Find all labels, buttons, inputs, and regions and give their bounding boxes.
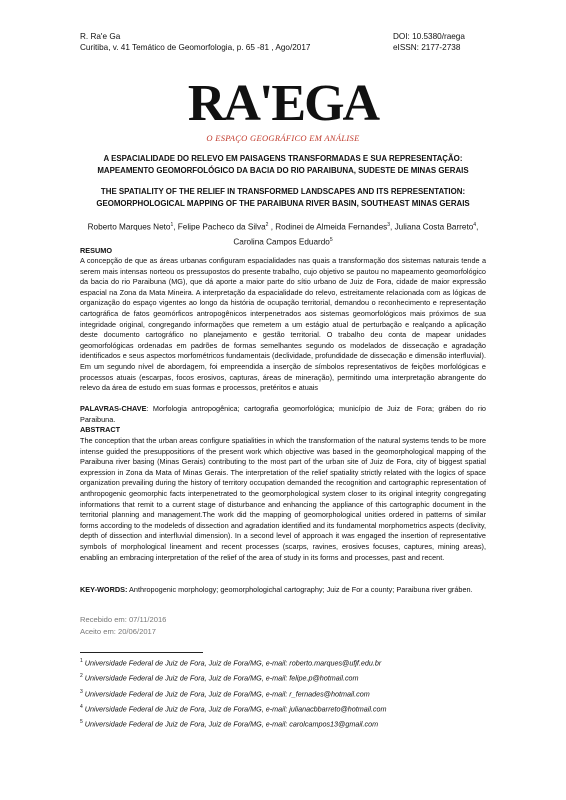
identifier-header: [393, 31, 465, 53]
eissn: eISSN: 2177-2738: [393, 43, 461, 52]
keywords-text: Anthropogenic morphology; geomorphologichal cartography; Juiz de For a county; Paraibuna river gráben.: [127, 585, 473, 594]
keywords-label: KEY-WORDS:: [80, 585, 128, 594]
title-english: THE SPATIALITY OF THE RELIEF IN TRANSFORMED LANDSCAPES AND ITS REPRESENTATION: GEOMORPHOLOGICAL MAPPING OF THE PARAIBUNA RIVER BASIN, SOUTHEAST MINAS GERAIS: [96, 187, 470, 208]
footnote: [80, 716, 500, 731]
footnote-number: 5: [80, 719, 83, 726]
footnote: [80, 670, 500, 685]
footnote-text: Universidade Federal de Juiz de Fora, Juiz de Fora/MG, e-mail: roberto.marques@ufjf.edu.br: [84, 658, 382, 668]
author-sup: 3: [387, 222, 390, 228]
journal-name: R. Ra'e Ga: [80, 32, 121, 41]
journal-header: [80, 31, 310, 53]
author-sup: 1: [170, 222, 174, 228]
doi: DOI: 10.5380/raega: [393, 32, 465, 41]
logo-subtitle: O ESPAÇO GEOGRÁFICO EM ANÁLISE: [206, 133, 360, 143]
accepted-date: Aceito em: 20/06/2017: [80, 627, 156, 636]
abstract-text: The conception that the urban areas configure spatialities in which the transformation of the natural systems tends to be more intense guided the presuppositions of the present work which objective was based in the geomorphological mapping of the Paraibuna river basing (Minas Gerais) contributing to the most part of the urban site of Juiz de Fora, city of biggest spatial expression in Zona da Mata of Minas Gerais. The interpretation of the relief spatiality strictly related with the logics of space organization prevailing during the history of territory occupation demanded the recognition and cartographic representation of anthropogenic geomorphic facts interpenetrated to the geomorphological system closer to its original integrity congregating informations that remit to a current stage of disturbance and enhancing the appliance of this cartographic document in the territorial planning and management.The work did the mapping of geomorphological unities ordered in patterns of similar forms according to the modeleds of dissection and agradation identified and its fundamental morphometrics aspects (declivity, depth of dissection and interfluvial dimension). In a second level of approach it was engaged the insertion of representative symbols of morphological lineament and recent processes (scarps, ravines, erosives focuses, captures, mining areas), enabling an embracing interpretation of the relief of the area of study in its forms and processes, past and recent.: [80, 436, 486, 562]
author-sup: 4: [473, 222, 477, 228]
footnote: [80, 686, 500, 701]
journal-issue: Curitiba, v. 41 Temático de Geomorfologia, p. 65 -81 , Ago/2017: [80, 43, 311, 52]
resumo-text: A concepção de que as áreas urbanas configuram espacialidades nas quais a transformação dos sistemas naturais tende a serem mais intensas norteou os pressupostos do presente trabalho, cujo objetivo se pautou no mapeamento geomorfológico da bacia do rio Paraibuna (MG), que dá aporte a maior parte do sítio urbano de Juiz de Fora, cidade de maior expressão espacial na Zona da Mata Mineira. A interpretação da espacialidade do relevo, estreitamente relacionada com as lógicas de organização do espaço vigentes ao longo da história de ocupação territorial, demandou o reconhecimento e representação cartográfica de fatos geomórficos antropogênicos interpenetrados aos sistemas geomorfológicos mais próximos de sua integridade original, congregando informações que remetem a um estágio atual de perturbação e realçando a aplicação deste documento cartográfico no planejamento e gestão territorial. O trabalho deu conta de mapear unidades geomorfológicas ordenadas em padrões de formas semelhantes segundo os modelados de dissecação e agradação identificados e seus aspectos morfométricos fundamentais (declividade, profundidade de dissecação e dimensão interfluvial). Em um segundo nível de abordagem, foi empreendida a inserção de símbolos representativos de feições morfológicas e processos atuais (escarpas, focos erosivos, capturas, áreas de mineração), permitindo uma interpretação abrangente do relevo da área de estudo em suas formas e processos, pretéritos e atuais: [80, 256, 486, 393]
footnote-divider: [80, 652, 203, 653]
author-list: Roberto Marques Neto$^1$, Felipe Pacheco da Silva$^2$ , Rodinei de Almeida Fernandes$^3$, Juliana Costa Barreto$^4$, Carolina Campos Eduardo$^5$: [87, 222, 479, 247]
abstract-keywords: [80, 585, 486, 596]
footnote: [80, 655, 500, 670]
footnote-number: 4: [80, 703, 83, 710]
keywords-text: : Morfologia antropogênica; cartografia geomorfológica; município de Juiz de Fora; gráben do rio Paraibuna.: [80, 404, 486, 424]
footnotes: [80, 655, 500, 731]
footnote-number: 2: [80, 673, 83, 680]
footnote-number: 3: [80, 688, 83, 695]
author: Felipe Pacheco da Silva: [177, 222, 266, 232]
footnote-text: Universidade Federal de Juiz de Fora, Juiz de Fora/MG, e-mail: julianacbbarreto@hotmail.com: [84, 704, 387, 714]
logo-wordmark: RA'EGA: [187, 75, 379, 132]
footnote-text: Universidade Federal de Juiz de Fora, Juiz de Fora/MG, e-mail: felipe.p@hotmail.com: [84, 673, 359, 683]
footnote-number: 1: [80, 658, 83, 664]
footnote-text: Universidade Federal de Juiz de Fora, Juiz de Fora/MG, e-mail: carolcampos13@gmail.com: [84, 719, 379, 729]
received-date: Recebido em: 07/11/2016: [80, 615, 167, 624]
resumo-keywords: [80, 404, 486, 425]
title-portuguese: A ESPACIALIDADE DO RELEVO EM PAISAGENS TRANSFORMADAS E SUA REPRESENTAÇÃO: MAPEAMENTO GEOMORFOLÓGICO DA BACIA DO RIO PARAIBUNA, SUDESTE DE MINAS GERAIS: [97, 154, 469, 175]
author-sup: 2: [265, 222, 269, 228]
footnote-text: Universidade Federal de Juiz de Fora, Juiz de Fora/MG, e-mail: r_fernades@hotmail.com: [84, 688, 370, 698]
author: Carolina Campos Eduardo: [233, 237, 330, 247]
author-sup: 5: [329, 236, 333, 243]
keywords-label: PALAVRAS-CHAVE: [80, 404, 147, 413]
author: Rodinei de Almeida Fernandes: [275, 222, 388, 232]
author: Juliana Costa Barreto: [394, 222, 474, 232]
journal-logo: [172, 75, 394, 148]
resumo-heading: RESUMO: [80, 246, 113, 255]
author: Roberto Marques Neto: [87, 222, 171, 232]
footnote: [80, 701, 500, 716]
submission-dates: [80, 614, 166, 638]
abstract-heading: ABSTRACT: [80, 425, 121, 434]
